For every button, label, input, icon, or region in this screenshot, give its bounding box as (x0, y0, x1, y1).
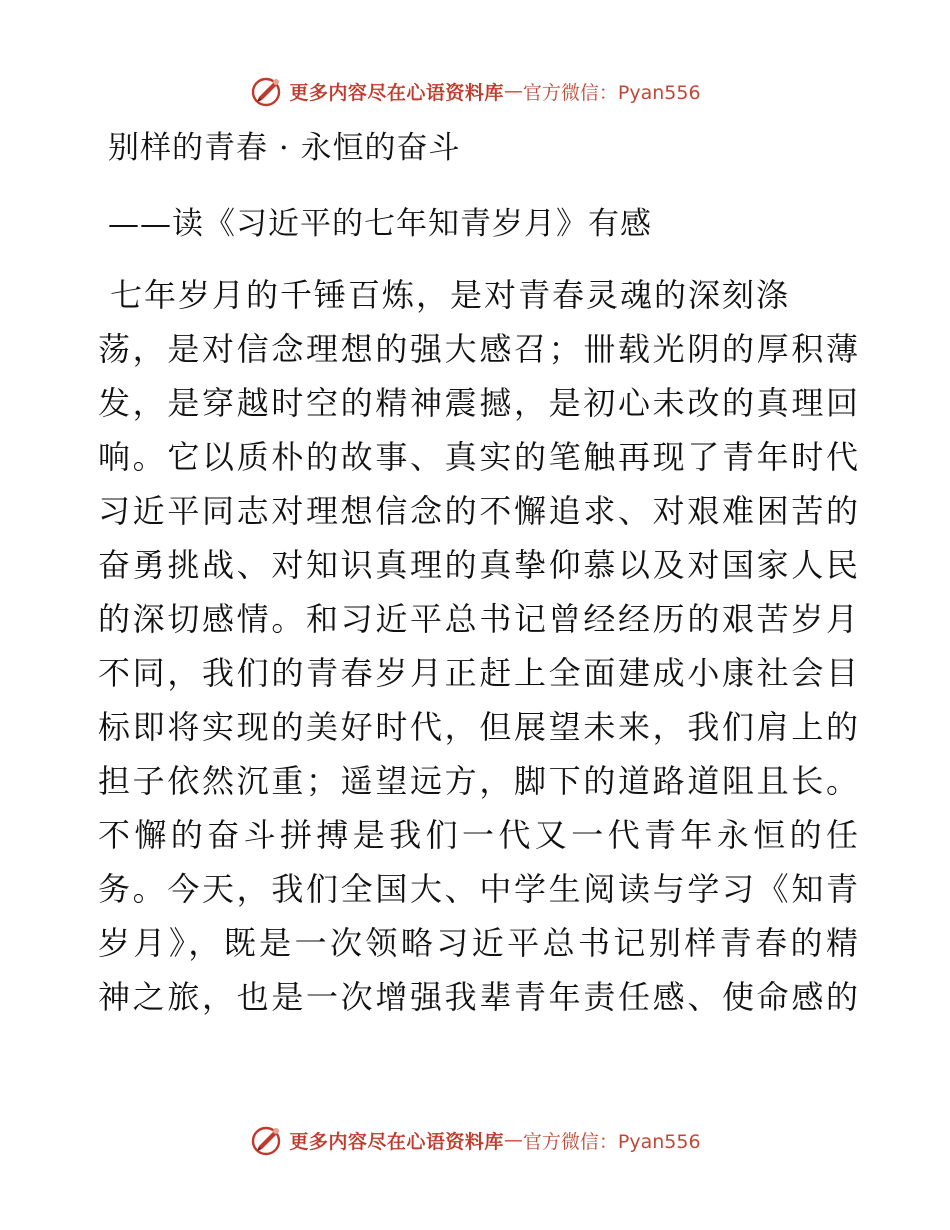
banner-contact: 官方微信：Pyan556 (522, 81, 701, 104)
banner-brand: 更多内容尽在心语资料库 (289, 1130, 504, 1153)
body-line: 七年岁月的千锤百炼，是对青春灵魂的深刻涤 (110, 276, 791, 314)
body-paragraph (98, 268, 858, 1024)
document-subtitle: ——读《习近平的七年知青岁月》有感 (108, 206, 652, 242)
body-line: 响。它以质朴的故事、真实的笔触再现了青年时代 (98, 438, 858, 476)
body-line: 习近平同志对理想信念的不懈追求、对艰难困苦的 (98, 492, 858, 530)
banner-dash: — (503, 1129, 523, 1151)
pen-logo-icon (249, 1122, 285, 1158)
banner-brand: 更多内容尽在心语资料库 (289, 81, 504, 104)
banner-dash: — (503, 80, 523, 102)
body-line: 担子依然沉重；遥望远方，脚下的道路道阻且长。 (98, 762, 858, 800)
body-line: 务。今天，我们全国大、中学生阅读与学习《知青 (98, 870, 858, 908)
pen-logo-icon (249, 73, 285, 109)
body-line: 发，是穿越时空的精神震撼，是初心未改的真理回 (98, 384, 858, 422)
header-banner (0, 71, 950, 111)
body-line: 不懈的奋斗拼搏是我们一代又一代青年永恒的任 (98, 816, 858, 854)
footer-banner (0, 1120, 950, 1160)
body-line: 的深切感情。和习近平总书记曾经经历的艰苦岁月 (98, 600, 858, 638)
body-line: 荡，是对信念理想的强大感召；卌载光阴的厚积薄 (98, 330, 858, 368)
body-line: 奋勇挑战、对知识真理的真挚仰慕以及对国家人民 (98, 546, 858, 584)
body-line: 神之旅，也是一次增强我辈青年责任感、使命感的 (98, 978, 858, 1016)
body-line: 不同，我们的青春岁月正赶上全面建成小康社会目 (98, 654, 858, 692)
banner-contact: 官方微信：Pyan556 (522, 1130, 701, 1153)
body-line: 岁月》，既是一次领略习近平总书记别样青春的精 (98, 924, 858, 962)
body-line: 标即将实现的美好时代，但展望未来，我们肩上的 (98, 708, 858, 746)
document-title: 别样的青春 · 永恒的奋斗 (108, 130, 461, 166)
